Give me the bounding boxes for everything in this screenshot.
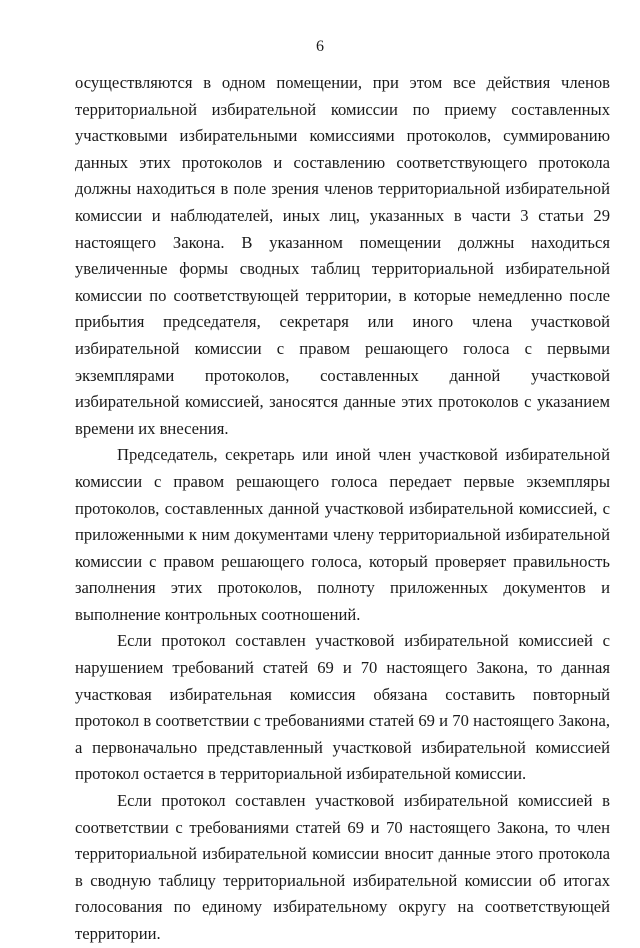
paragraph-compliant-protocol: Если протокол составлен участковой избирательной комиссией в соответствии с требованиями статей 69 и 70 настоящего Закона, то член территориальной избирательной комиссии вносит данные этого протокола в сводную таблицу территориальной избирательной комиссии об итогах голосования по единому избирательному округу на соответствующей территории. [75,791,610,943]
page-number: 6 [316,38,324,55]
paragraph-violation-protocol: Если протокол составлен участковой избирательной комиссией с нарушением требований статей 69 и 70 настоящего Закона, то данная участковая избирательная комиссия обязана составить повторный протокол в соответствии с требованиями статей 69 и 70 настоящего Закона, а первоначально представленный участковой избирательной комиссией протокол остается в территориальной избирательной комиссии. [75,631,610,784]
document-body [75,70,610,948]
paragraph-chairman-transfer: Председатель, секретарь или иной член участковой избирательной комиссии с правом решающего голоса передает первые экземпляры протоколов, составленных данной участковой избирательной комиссией, с приложенными к ним документами члену территориальной избирательной комиссии с правом решающего голоса, который проверяет правильность заполнения этих протоколов, полноту приложенных документов и выполнение контрольных соотношений. [75,445,610,624]
paragraph-continuation: осуществляются в одном помещении, при этом все действия членов территориальной избирательной комиссии по приему составленных участковыми избирательными комиссиями протоколов, суммированию данных этих протоколов и составлению соответствующего протокола должны находиться в поле зрения членов территориальной избирательной комиссии и наблюдателей, иных лиц, указанных в части 3 статьи 29 настоящего Закона. В указанном помещении должны находиться увеличенные формы сводных таблиц территориальной избирательной комиссии по соответствующей территории, в которые немедленно после прибытия председателя, секретаря или иного члена участковой избирательной комиссии с правом решающего голоса с первыми экземплярами протоколов, составленных данной участковой избирательной комиссией, заносятся данные этих протоколов с указанием времени их внесения. [75,73,610,438]
